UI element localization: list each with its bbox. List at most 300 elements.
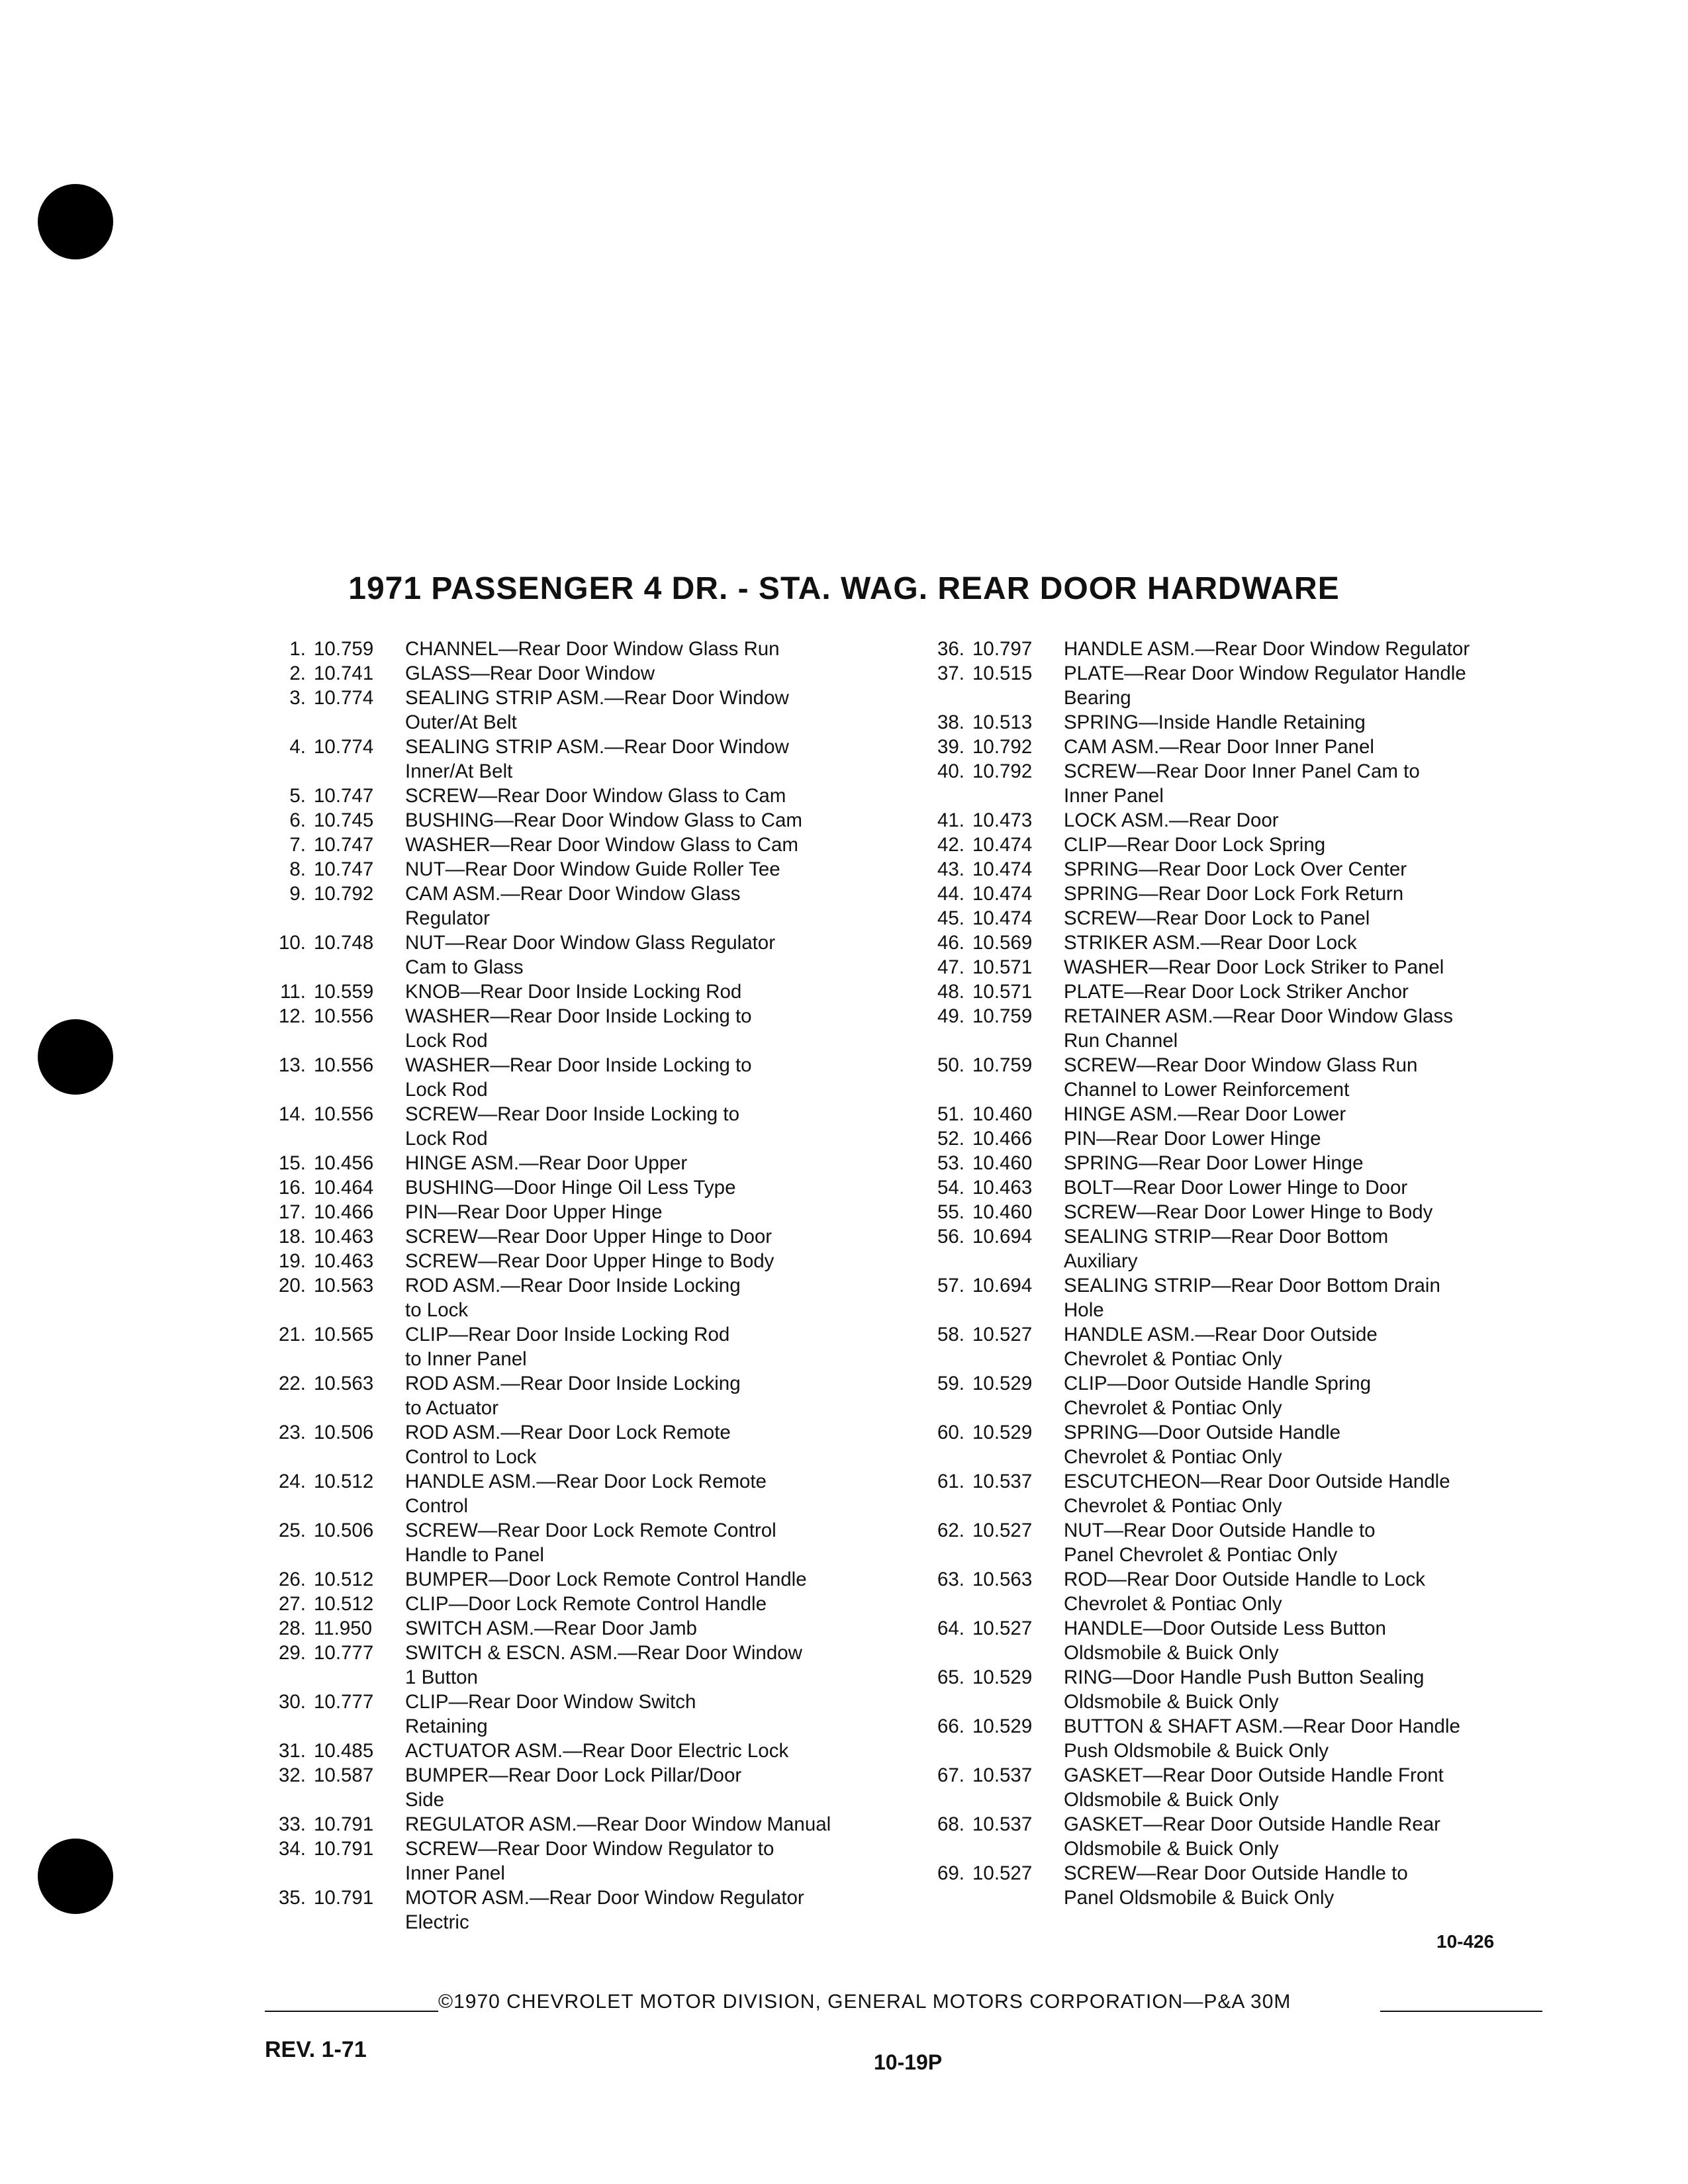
part-description-line: MOTOR ASM.—Rear Door Window Regulator xyxy=(405,1887,804,1909)
part-entry xyxy=(917,1322,1532,1371)
part-description-line: Lock Rod xyxy=(405,1030,488,1052)
part-entry xyxy=(258,1641,894,1690)
part-description-line: BUSHING—Door Hinge Oil Less Type xyxy=(405,1177,736,1199)
part-description-line: HANDLE ASM.—Rear Door Window Regulator xyxy=(1064,638,1470,660)
part-description-line: SCREW—Rear Door Lock to Panel xyxy=(1064,907,1370,929)
part-description-line: PLATE—Rear Door Lock Striker Anchor xyxy=(1064,981,1409,1003)
part-entry xyxy=(917,1420,1532,1469)
part-entry xyxy=(917,1175,1532,1200)
part-description-line: Auxiliary xyxy=(1064,1250,1138,1272)
part-entry xyxy=(917,735,1532,759)
part-description-line: SCREW—Rear Door Outside Handle to xyxy=(1064,1862,1408,1884)
part-description xyxy=(399,1641,894,1690)
binder-hole-top xyxy=(38,184,113,259)
part-description xyxy=(399,1224,894,1249)
part-description xyxy=(399,1175,894,1200)
part-group-code: 10.456 xyxy=(314,1152,374,1174)
part-description xyxy=(399,1886,894,1934)
part-number: 4. xyxy=(289,736,306,758)
part-entry xyxy=(917,931,1532,955)
part-entry xyxy=(258,1224,894,1249)
part-group-code: 10.529 xyxy=(972,1373,1033,1394)
part-entry xyxy=(917,1714,1532,1763)
part-group-code: 10.460 xyxy=(972,1152,1033,1174)
part-entry xyxy=(917,1053,1532,1102)
part-description-line: PIN—Rear Door Lower Hinge xyxy=(1064,1128,1321,1150)
part-number: 48. xyxy=(937,981,964,1003)
part-entry xyxy=(917,1518,1532,1567)
part-entry xyxy=(258,1102,894,1151)
part-description xyxy=(1057,1616,1532,1665)
part-entry xyxy=(917,857,1532,882)
part-description-line: ROD ASM.—Rear Door Lock Remote xyxy=(405,1422,731,1443)
part-description xyxy=(399,931,894,979)
part-description-line: HINGE ASM.—Rear Door Upper xyxy=(405,1152,688,1174)
part-number: 19. xyxy=(278,1250,306,1272)
part-description xyxy=(1057,1665,1532,1714)
part-description-line: Chevrolet & Pontiac Only xyxy=(1064,1593,1282,1615)
part-group-code: 10.777 xyxy=(314,1691,374,1713)
part-group-code: 10.565 xyxy=(314,1324,374,1345)
part-description xyxy=(399,882,894,931)
part-group-code: 10.556 xyxy=(314,1005,374,1027)
part-description-line: GASKET—Rear Door Outside Handle Front xyxy=(1064,1764,1444,1786)
part-description-line: HINGE ASM.—Rear Door Lower xyxy=(1064,1103,1346,1125)
part-number: 9. xyxy=(289,883,306,905)
part-group-code: 10.792 xyxy=(314,883,374,905)
part-description xyxy=(1057,906,1532,931)
part-number: 31. xyxy=(278,1740,306,1762)
part-group-code: 10.537 xyxy=(972,1471,1033,1492)
part-description-line: CHANNEL—Rear Door Window Glass Run xyxy=(405,638,780,660)
part-group-code: 10.473 xyxy=(972,809,1033,831)
part-number: 49. xyxy=(937,1005,964,1027)
part-number: 39. xyxy=(937,736,964,758)
part-group-code: 10.556 xyxy=(314,1103,374,1125)
part-number: 41. xyxy=(937,809,964,831)
part-description-line: Inner Panel xyxy=(405,1862,505,1884)
part-number: 64. xyxy=(937,1617,964,1639)
part-description-line: Oldsmobile & Buick Only xyxy=(1064,1838,1279,1860)
part-number: 62. xyxy=(937,1520,964,1541)
part-entry xyxy=(917,1371,1532,1420)
part-number: 60. xyxy=(937,1422,964,1443)
part-entry xyxy=(917,1102,1532,1126)
part-group-code: 10.569 xyxy=(972,932,1033,954)
part-description xyxy=(399,1273,894,1322)
part-number: 3. xyxy=(289,687,306,709)
part-number: 29. xyxy=(278,1642,306,1664)
part-description-line: ESCUTCHEON—Rear Door Outside Handle xyxy=(1064,1471,1450,1492)
part-group-code: 10.791 xyxy=(314,1838,374,1860)
part-entry xyxy=(258,1886,894,1934)
part-entry xyxy=(258,1690,894,1739)
part-description-line: STRIKER ASM.—Rear Door Lock xyxy=(1064,932,1357,954)
part-number: 38. xyxy=(937,711,964,733)
part-number: 40. xyxy=(937,760,964,782)
part-description xyxy=(399,1518,894,1567)
part-description xyxy=(1057,1763,1532,1812)
part-group-code: 10.527 xyxy=(972,1617,1033,1639)
part-description-line: CLIP—Door Lock Remote Control Handle xyxy=(405,1593,767,1615)
part-group-code: 10.774 xyxy=(314,687,374,709)
part-group-code: 10.791 xyxy=(314,1887,374,1909)
part-description xyxy=(399,1469,894,1518)
part-group-code: 10.474 xyxy=(972,883,1033,905)
part-number: 51. xyxy=(937,1103,964,1125)
part-entry xyxy=(917,637,1532,661)
part-group-code: 10.563 xyxy=(314,1373,374,1394)
part-description xyxy=(1057,1004,1532,1053)
part-number: 47. xyxy=(937,956,964,978)
part-description xyxy=(399,1739,894,1763)
part-entry xyxy=(258,1371,894,1420)
part-description-line: GASKET—Rear Door Outside Handle Rear xyxy=(1064,1813,1440,1835)
part-description xyxy=(399,808,894,833)
part-group-code: 10.463 xyxy=(314,1250,374,1272)
part-description-line: Cam to Glass xyxy=(405,956,524,978)
part-number: 33. xyxy=(278,1813,306,1835)
part-description-line: Inner/At Belt xyxy=(405,760,513,782)
part-description xyxy=(399,686,894,735)
part-description xyxy=(399,1151,894,1175)
part-description-line: Channel to Lower Reinforcement xyxy=(1064,1079,1350,1101)
part-description-line: SWITCH & ESCN. ASM.—Rear Door Window xyxy=(405,1642,802,1664)
part-description-line: REGULATOR ASM.—Rear Door Window Manual xyxy=(405,1813,831,1835)
part-group-code: 10.474 xyxy=(972,834,1033,856)
part-number: 59. xyxy=(937,1373,964,1394)
part-number: 61. xyxy=(937,1471,964,1492)
part-entry xyxy=(917,1004,1532,1053)
part-description-line: SPRING—Rear Door Lower Hinge xyxy=(1064,1152,1364,1174)
part-description xyxy=(1057,1420,1532,1469)
part-description xyxy=(1057,1053,1532,1102)
part-number: 12. xyxy=(278,1005,306,1027)
part-description-line: CAM ASM.—Rear Door Window Glass xyxy=(405,883,741,905)
part-number: 68. xyxy=(937,1813,964,1835)
part-description xyxy=(1057,1714,1532,1763)
part-description-line: NUT—Rear Door Outside Handle to xyxy=(1064,1520,1376,1541)
part-description xyxy=(1057,979,1532,1004)
part-number: 34. xyxy=(278,1838,306,1860)
part-description-line: Retaining xyxy=(405,1715,488,1737)
part-description-line: NUT—Rear Door Window Glass Regulator xyxy=(405,932,776,954)
part-description-line: RETAINER ASM.—Rear Door Window Glass xyxy=(1064,1005,1453,1027)
part-entry xyxy=(917,759,1532,808)
part-description xyxy=(399,1322,894,1371)
part-group-code: 10.777 xyxy=(314,1642,374,1664)
part-number: 26. xyxy=(278,1569,306,1590)
part-entry xyxy=(258,808,894,833)
part-group-code: 10.747 xyxy=(314,785,374,807)
part-description-line: SCREW—Rear Door Inside Locking to xyxy=(405,1103,739,1125)
part-entry xyxy=(258,637,894,661)
part-entry xyxy=(917,1273,1532,1322)
part-group-code: 10.694 xyxy=(972,1275,1033,1297)
part-description xyxy=(1057,931,1532,955)
part-description xyxy=(399,1200,894,1224)
part-description-line: WASHER—Rear Door Inside Locking to xyxy=(405,1054,752,1076)
part-number: 56. xyxy=(937,1226,964,1248)
part-group-code: 10.529 xyxy=(972,1715,1033,1737)
part-description xyxy=(399,979,894,1004)
part-description xyxy=(399,1812,894,1837)
part-description xyxy=(1057,882,1532,906)
part-number: 22. xyxy=(278,1373,306,1394)
part-description-line: SCREW—Rear Door Lower Hinge to Body xyxy=(1064,1201,1433,1223)
part-description-line: Regulator xyxy=(405,907,490,929)
part-number: 66. xyxy=(937,1715,964,1737)
part-group-code: 10.748 xyxy=(314,932,374,954)
part-group-code: 10.513 xyxy=(972,711,1033,733)
part-group-code: 10.797 xyxy=(972,638,1033,660)
part-number: 30. xyxy=(278,1691,306,1713)
part-description xyxy=(1057,955,1532,979)
part-number: 11. xyxy=(280,981,306,1003)
part-description-line: SCREW—Rear Door Window Glass Run xyxy=(1064,1054,1418,1076)
part-description-line: SCREW—Rear Door Lock Remote Control xyxy=(405,1520,776,1541)
page-number: 10-19P xyxy=(874,2050,943,2074)
part-entry xyxy=(258,1273,894,1322)
part-group-code: 10.529 xyxy=(972,1422,1033,1443)
part-group-code: 10.460 xyxy=(972,1103,1033,1125)
part-description-line: Oldsmobile & Buick Only xyxy=(1064,1691,1279,1713)
parts-list-left xyxy=(258,637,894,1934)
part-description xyxy=(399,735,894,784)
part-number: 55. xyxy=(937,1201,964,1223)
part-number: 67. xyxy=(937,1764,964,1786)
part-description-line: CLIP—Rear Door Window Switch xyxy=(405,1691,696,1713)
part-entry xyxy=(917,979,1532,1004)
part-description xyxy=(1057,1200,1532,1224)
part-entry xyxy=(258,857,894,882)
part-entry xyxy=(917,1469,1532,1518)
part-description-line: CAM ASM.—Rear Door Inner Panel xyxy=(1064,736,1374,758)
part-description xyxy=(1057,1371,1532,1420)
part-description xyxy=(1057,1322,1532,1371)
part-entry xyxy=(917,808,1532,833)
part-description-line: BUSHING—Rear Door Window Glass to Cam xyxy=(405,809,802,831)
part-entry xyxy=(258,686,894,735)
part-description-line: NUT—Rear Door Window Guide Roller Tee xyxy=(405,858,780,880)
part-description-line: PIN—Rear Door Upper Hinge xyxy=(405,1201,663,1223)
part-number: 20. xyxy=(278,1275,306,1297)
part-description-line: Outer/At Belt xyxy=(405,711,517,733)
part-group-code: 10.512 xyxy=(314,1593,374,1615)
part-number: 24. xyxy=(278,1471,306,1492)
part-entry xyxy=(917,955,1532,979)
part-description xyxy=(1057,1469,1532,1518)
part-entry xyxy=(258,1151,894,1175)
parts-list-right xyxy=(917,637,1532,1910)
part-group-code: 10.466 xyxy=(314,1201,374,1223)
part-number: 63. xyxy=(937,1569,964,1590)
part-description-line: HANDLE—Door Outside Less Button xyxy=(1064,1617,1386,1639)
part-number: 69. xyxy=(937,1862,964,1884)
part-entry xyxy=(258,1567,894,1592)
part-number: 1. xyxy=(289,638,306,660)
part-description xyxy=(399,1690,894,1739)
part-description-line: to Actuator xyxy=(405,1397,499,1419)
part-description-line: SPRING—Door Outside Handle xyxy=(1064,1422,1341,1443)
part-description xyxy=(399,833,894,857)
part-group-code: 10.759 xyxy=(972,1054,1033,1076)
part-description-line: CLIP—Rear Door Inside Locking Rod xyxy=(405,1324,730,1345)
part-group-code: 10.474 xyxy=(972,858,1033,880)
part-entry xyxy=(258,1200,894,1224)
part-description xyxy=(1057,1518,1532,1567)
part-description-line: Chevrolet & Pontiac Only xyxy=(1064,1446,1282,1468)
part-description-line: SCREW—Rear Door Upper Hinge to Body xyxy=(405,1250,774,1272)
part-description xyxy=(399,1763,894,1812)
part-entry xyxy=(258,979,894,1004)
part-number: 21. xyxy=(278,1324,306,1345)
part-entry xyxy=(258,1837,894,1886)
part-number: 10. xyxy=(278,932,306,954)
part-number: 46. xyxy=(937,932,964,954)
part-number: 32. xyxy=(278,1764,306,1786)
part-group-code: 10.571 xyxy=(972,956,1033,978)
part-description-line: SCREW—Rear Door Upper Hinge to Door xyxy=(405,1226,773,1248)
part-entry xyxy=(917,1861,1532,1910)
part-entry xyxy=(258,1518,894,1567)
part-entry xyxy=(917,710,1532,735)
part-group-code: 10.587 xyxy=(314,1764,374,1786)
part-description-line: HANDLE ASM.—Rear Door Outside xyxy=(1064,1324,1378,1345)
part-entry xyxy=(917,1763,1532,1812)
part-description xyxy=(1057,1224,1532,1273)
part-description-line: SEALING STRIP—Rear Door Bottom xyxy=(1064,1226,1389,1248)
part-description xyxy=(399,637,894,661)
part-group-code: 10.791 xyxy=(314,1813,374,1835)
part-number: 17. xyxy=(278,1201,306,1223)
part-description xyxy=(1057,637,1532,661)
part-group-code: 10.485 xyxy=(314,1740,374,1762)
part-number: 27. xyxy=(278,1593,306,1615)
part-group-code: 10.571 xyxy=(972,981,1033,1003)
part-description-line: Oldsmobile & Buick Only xyxy=(1064,1642,1279,1664)
part-entry xyxy=(258,1739,894,1763)
part-description-line: to Inner Panel xyxy=(405,1348,527,1370)
part-description xyxy=(1057,1812,1532,1861)
part-number: 45. xyxy=(937,907,964,929)
part-description-line: HANDLE ASM.—Rear Door Lock Remote xyxy=(405,1471,767,1492)
part-group-code: 10.529 xyxy=(972,1666,1033,1688)
footer-rule-right xyxy=(1380,2011,1542,2012)
part-group-code: 10.559 xyxy=(314,981,374,1003)
part-entry xyxy=(917,906,1532,931)
part-description xyxy=(399,1371,894,1420)
part-entry xyxy=(917,661,1532,710)
part-description-line: SPRING—Rear Door Lock Fork Return xyxy=(1064,883,1404,905)
part-description xyxy=(1057,1126,1532,1151)
part-group-code: 10.741 xyxy=(314,662,374,684)
part-description-line: Electric xyxy=(405,1911,469,1933)
part-description-line: Chevrolet & Pontiac Only xyxy=(1064,1495,1282,1517)
part-entry xyxy=(917,833,1532,857)
part-description xyxy=(1057,808,1532,833)
part-entry xyxy=(258,931,894,979)
part-group-code: 10.512 xyxy=(314,1569,374,1590)
part-description xyxy=(1057,735,1532,759)
part-group-code: 10.745 xyxy=(314,809,374,831)
part-description-line: KNOB—Rear Door Inside Locking Rod xyxy=(405,981,742,1003)
part-group-code: 10.747 xyxy=(314,858,374,880)
part-number: 57. xyxy=(937,1275,964,1297)
part-group-code: 10.556 xyxy=(314,1054,374,1076)
part-description-line: CLIP—Rear Door Lock Spring xyxy=(1064,834,1326,856)
part-description xyxy=(1057,1151,1532,1175)
part-number: 52. xyxy=(937,1128,964,1150)
part-group-code: 10.506 xyxy=(314,1422,374,1443)
part-description-line: SCREW—Rear Door Inner Panel Cam to xyxy=(1064,760,1420,782)
part-group-code: 10.563 xyxy=(972,1569,1033,1590)
part-description-line: WASHER—Rear Door Inside Locking to xyxy=(405,1005,752,1027)
part-group-code: 10.527 xyxy=(972,1520,1033,1541)
part-group-code: 11.950 xyxy=(314,1617,373,1639)
part-description xyxy=(1057,1102,1532,1126)
part-description-line: SCREW—Rear Door Window Regulator to xyxy=(405,1838,774,1860)
part-group-code: 10.792 xyxy=(972,760,1033,782)
part-description-line: Panel Oldsmobile & Buick Only xyxy=(1064,1887,1335,1909)
part-description xyxy=(399,784,894,808)
part-description-line: SPRING—Inside Handle Retaining xyxy=(1064,711,1366,733)
part-description-line: WASHER—Rear Door Window Glass to Cam xyxy=(405,834,798,856)
figure-reference: 10-426 xyxy=(1436,1931,1495,1952)
part-group-code: 10.463 xyxy=(972,1177,1033,1199)
part-description xyxy=(1057,1175,1532,1200)
part-description xyxy=(399,1837,894,1886)
part-description-line: ROD ASM.—Rear Door Inside Locking xyxy=(405,1373,741,1394)
part-description-line: SEALING STRIP ASM.—Rear Door Window xyxy=(405,687,789,709)
part-entry xyxy=(258,1322,894,1371)
part-number: 14. xyxy=(278,1103,306,1125)
part-number: 13. xyxy=(278,1054,306,1076)
part-entry xyxy=(258,1053,894,1102)
part-description xyxy=(1057,661,1532,710)
part-description-line: GLASS—Rear Door Window xyxy=(405,662,655,684)
part-entry xyxy=(917,1126,1532,1151)
part-number: 16. xyxy=(278,1177,306,1199)
part-description-line: CLIP—Door Outside Handle Spring xyxy=(1064,1373,1372,1394)
part-description-line: WASHER—Rear Door Lock Striker to Panel xyxy=(1064,956,1444,978)
part-entry xyxy=(258,1004,894,1053)
part-number: 8. xyxy=(289,858,306,880)
part-group-code: 10.464 xyxy=(314,1177,374,1199)
part-description xyxy=(1057,857,1532,882)
part-number: 43. xyxy=(937,858,964,880)
part-number: 25. xyxy=(278,1520,306,1541)
part-description-line: SWITCH ASM.—Rear Door Jamb xyxy=(405,1617,697,1639)
part-entry xyxy=(258,833,894,857)
part-description xyxy=(399,857,894,882)
part-number: 28. xyxy=(278,1617,306,1639)
part-description-line: Bearing xyxy=(1064,687,1131,709)
part-description xyxy=(1057,1273,1532,1322)
part-number: 42. xyxy=(937,834,964,856)
part-description-line: Inner Panel xyxy=(1064,785,1164,807)
part-description-line: ACTUATOR ASM.—Rear Door Electric Lock xyxy=(405,1740,789,1762)
part-number: 58. xyxy=(937,1324,964,1345)
part-description-line: SEALING STRIP—Rear Door Bottom Drain xyxy=(1064,1275,1440,1297)
part-description-line: Panel Chevrolet & Pontiac Only xyxy=(1064,1544,1338,1566)
part-entry xyxy=(258,1812,894,1837)
part-group-code: 10.515 xyxy=(972,662,1033,684)
page-title: 1971 PASSENGER 4 DR. - STA. WAG. REAR DOOR HARDWARE xyxy=(348,571,1340,606)
part-description xyxy=(399,1249,894,1273)
part-description-line: Handle to Panel xyxy=(405,1544,544,1566)
part-group-code: 10.537 xyxy=(972,1764,1033,1786)
